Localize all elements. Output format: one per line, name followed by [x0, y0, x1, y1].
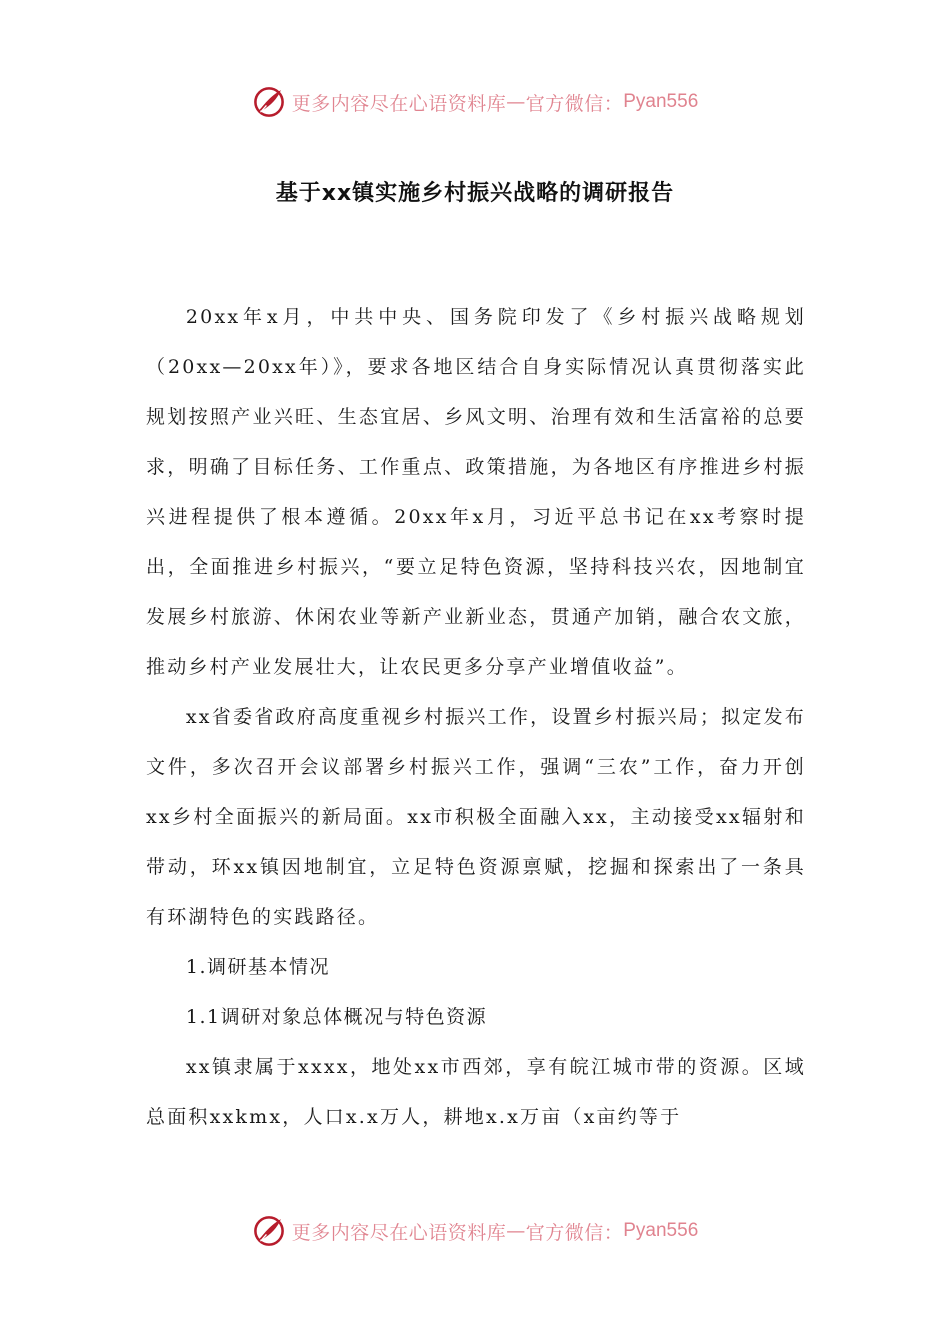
banner-separator: — [506, 1220, 526, 1242]
subsection-heading: 1.1调研对象总体概况与特色资源 [185, 1006, 488, 1028]
body-paragraph: xx省委省政府高度重视乡村振兴工作，设置乡村振兴局；拟定发布文件，多次召开会议部署乡村振兴工作，强调“三农”工作，奋力开创xx乡村全面振兴的新局面。xx市积极全面融入xx，主动接受xx辐射和带动，环xx镇因地制宜，立足特色资源禀赋，挖掘和探索出了一条具有环湖特色的实践路径。 [146, 706, 806, 928]
section-heading: 1.调研基本情况 [185, 956, 331, 978]
banner-wechat-label: 官方微信： [525, 92, 624, 115]
header-watermark-banner [0, 82, 950, 122]
body-paragraph: 20xx年x月，中共中央、国务院印发了《乡村振兴战略规划（20xx—20xx年）》，要求各地区结合自身实际情况认真贯彻落实此规划按照产业兴旺、生态宜居、乡风文明、治理有效和生活富裕的总要求，明确了目标任务、工作重点、政策措施，为各地区有序推进乡村振兴进程提供了根本遵循。20xx年x月，习近平总书记在xx考察时提出，全面推进乡村振兴，“要立足特色资源，坚持科技兴农，因地制宜发展乡村旅游、休闲农业等新产业新业态，贯通产加销，融合农文旅，推动乡村产业发展壮大，让农民更多分享产业增值收益”。 [146, 306, 806, 678]
banner-text: 更多内容尽在心语资料库 [291, 92, 507, 115]
banner-wechat-id: Pyan556 [623, 91, 699, 112]
body-paragraph: xx镇隶属于xxxx，地处xx市西郊，享有皖江城市带的资源。区域总面积xxkmx，人口x.x万人，耕地x.x万亩（x亩约等于 [146, 1056, 806, 1128]
quill-pen-in-circle-icon [252, 85, 286, 119]
banner-separator: — [506, 91, 526, 113]
footer-watermark-banner [0, 1211, 950, 1251]
quill-pen-in-circle-icon [252, 1214, 286, 1248]
banner-wechat-label: 官方微信： [525, 1221, 624, 1244]
document-body [146, 292, 806, 1142]
document-title: 基于xx镇实施乡村振兴战略的调研报告 [275, 181, 675, 206]
banner-text: 更多内容尽在心语资料库 [291, 1221, 507, 1244]
banner-wechat-id: Pyan556 [623, 1220, 699, 1241]
